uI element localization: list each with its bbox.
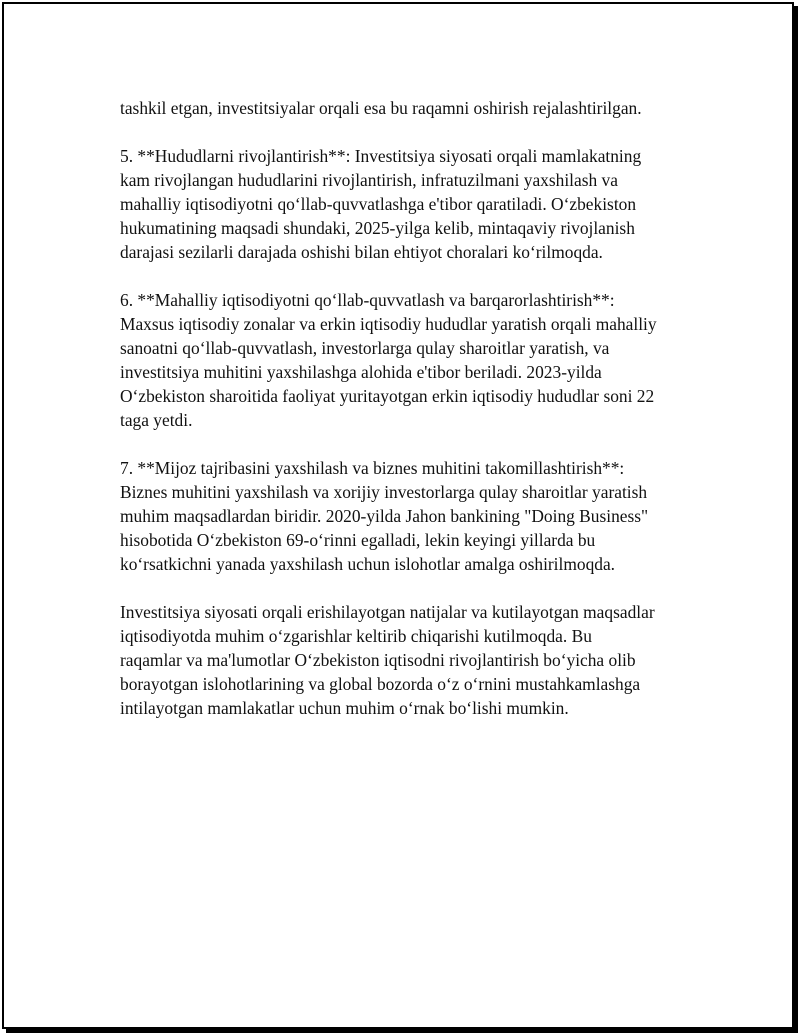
paragraph-continuation: tashkil etgan, investitsiyalar orqali esa bu raqamni oshirish rejalashtirilgan. — [120, 98, 642, 118]
paragraph-item-6: 6. **Mahalliy iqtisodiyotni qo‘llab-quvvatlash va barqarorlashtirish**: Maxsus iqtisodiy zonalar va erkin iqtisodiy hududlar yaratish orqali mahalliy sanoatni qo‘llab-quvvatlash, investorlarga qulay sharoitlar yaratish, va investitsiya muhitini yaxshilashga alohida e'tibor beriladi. 2023-yilda O‘zbekiston sharoitida faoliyat yuritayotgan erkin iqtisodiy hududlar soni 22 taga yetdi. — [120, 290, 657, 430]
document-page — [2, 2, 794, 1029]
paragraph-item-7: 7. **Mijoz tajribasini yaxshilash va biznes muhitini takomillashtirish**: Biznes muhitini yaxshilash va xorijiy investorlarga qulay sharoitlar yaratish muhim maqsadlardan biridir. 2020-yilda Jahon bankining "Doing Business" hisobotida O‘zbekiston 69-o‘rinni egalladi, lekin keyingi yillarda bu ko‘rsatkichni yanada yaxshilash uchun islohotlar amalga oshirilmoqda. — [120, 458, 649, 574]
paragraph-item-5: 5. **Hududlarni rivojlantirish**: Investitsiya siyosati orqali mamlakatning kam rivojlangan hududlarini rivojlantirish, infratuzilmani yaxshilash va mahalliy iqtisodiyotni qo‘llab-quvvatlashga e'tibor qaratiladi. O‘zbekiston hukumatining maqsadi shundaki, 2025-yilga kelib, mintaqaviy rivojlanish darajasi sezilarli darajada oshishi bilan ehtiyot choralari ko‘rilmoqda. — [120, 146, 642, 262]
document-body — [120, 96, 700, 744]
paragraph-conclusion: Investitsiya siyosati orqali erishilayotgan natijalar va kutilayotgan maqsadlar iqtisodiyotda muhim o‘zgarishlar keltirib chiqarishi kutilmoqda. Bu raqamlar va ma'lumotlar O‘zbekiston iqtisodni rivojlantirish bo‘yicha olib borayotgan islohotlarining va global bozorda o‘z o‘rnini mustahkamlashga intilayotgan mamlakatlar uchun muhim o‘rnak bo‘lishi mumkin. — [120, 602, 655, 718]
